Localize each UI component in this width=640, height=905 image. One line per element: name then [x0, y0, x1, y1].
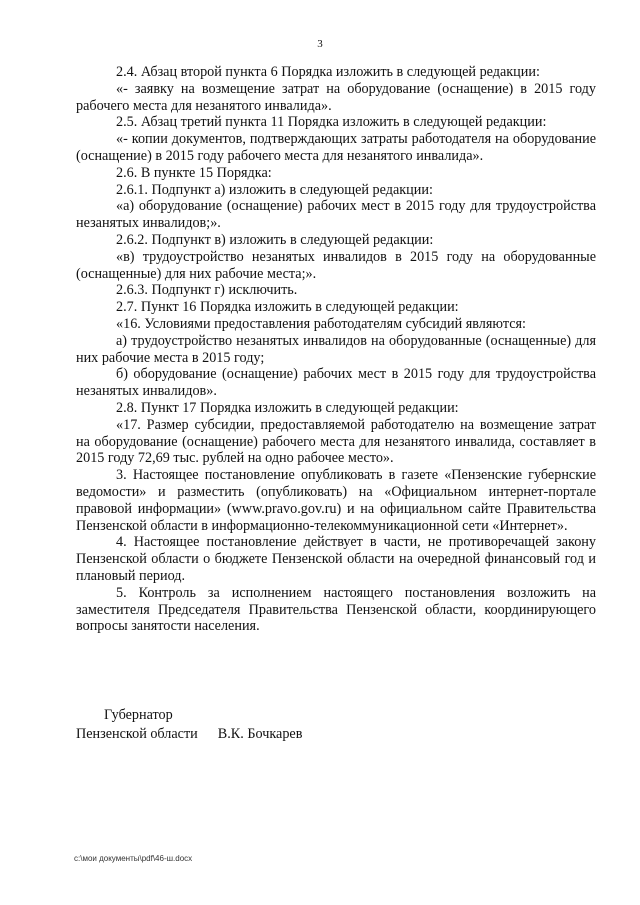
paragraph: «17. Размер субсидии, предоставляемой работодателю на возмещение затрат на оборудование (оснащение) рабочего места для незанятого инвалида, составляет в 2015 году 72,69 тыс. рублей на одно рабочее место». [76, 416, 596, 467]
signature-block [76, 706, 302, 744]
document-body [76, 64, 596, 635]
paragraph: 2.7. Пункт 16 Порядка изложить в следующей редакции: [116, 299, 459, 316]
paragraph: 2.4. Абзац второй пункта 6 Порядка изложить в следующей редакции: [116, 64, 540, 80]
paragraph: 2.8. Пункт 17 Порядка изложить в следующей редакции: [116, 399, 459, 416]
signature-name: В.К. Бочкарев [217, 726, 303, 742]
paragraph: а) трудоустройство незанятых инвалидов на оборудованные (оснащенные) для них рабочие места в 2015 году; [76, 332, 596, 366]
signature-region: Пензенской области [76, 726, 198, 742]
paragraph: 2.5. Абзац третий пункта 11 Порядка изложить в следующей редакции: [116, 114, 547, 131]
paragraph: 4. Настоящее постановление действует в части, не противоречащей закону Пензенской области о бюджете Пензенской области на очередной финансовый год и плановый период. [76, 534, 596, 584]
paragraph: «а) оборудование (оснащение) рабочих мест в 2015 году для трудоустройства незанятых инвалидов;». [76, 198, 596, 232]
paragraph: «в) трудоустройство незанятых инвалидов в 2015 году на оборудованные (оснащенные) для них рабочие места;». [76, 248, 596, 282]
paragraph: «- заявку на возмещение затрат на оборудование (оснащение) в 2015 году рабочего места для незанятого инвалида». [76, 80, 596, 114]
paragraph: «16. Условиями предоставления работодателям субсидий являются: [116, 315, 526, 332]
page-number: 3 [317, 38, 323, 50]
paragraph: 2.6.3. Подпункт г) исключить. [116, 282, 298, 299]
signature-title: Губернатор [104, 707, 173, 723]
footer-file-path: c:\мои документы\pdf\46-ш.docx [74, 854, 193, 863]
paragraph: 2.6. В пункте 15 Порядка: [116, 164, 272, 181]
paragraph: 2.6.2. Подпункт в) изложить в следующей редакции: [116, 231, 434, 248]
paragraph: б) оборудование (оснащение) рабочих мест в 2015 году для трудоустройства незанятых инвалидов». [76, 366, 596, 400]
paragraph: 3. Настоящее постановление опубликовать в газете «Пензенские губернские ведомости» и разместить (опубликовать) на «Официальном интернет-портале правовой информации» (www.pravo.gov.ru) и на официальном сайте Правительства Пензенской области в информационно-телекоммуникационной сети «Интернет». [76, 467, 596, 534]
paragraph: «- копии документов, подтверждающих затраты работодателя на оборудование (оснащение) в 2015 году рабочего места для незанятого инвалида». [76, 131, 596, 164]
paragraph: 5. Контроль за исполнением настоящего постановления возложить на заместителя Председателя Правительства Пензенской области, координирующего вопросы занятости населения. [76, 584, 596, 635]
paragraph: 2.6.1. Подпункт а) изложить в следующей редакции: [116, 181, 433, 198]
signature-line [76, 725, 302, 744]
